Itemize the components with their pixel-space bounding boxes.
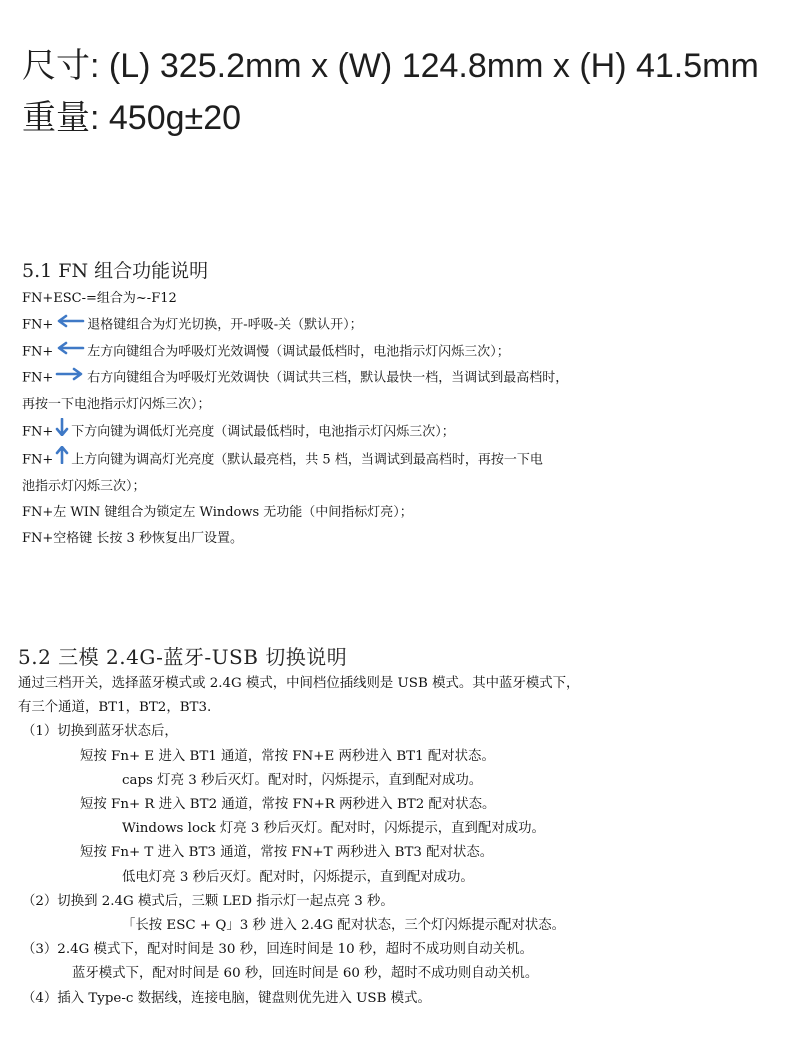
fn-line [22, 339, 782, 366]
weight-spec: 重量: 450g±20 [22, 99, 242, 137]
fn-line [22, 418, 782, 446]
fn-line [22, 446, 782, 474]
mode-line: Windows lock 灯亮 3 秒后灭灯。配对时，闪烁提示，直到配对成功。 [122, 821, 545, 837]
fn-line [22, 526, 782, 552]
fn-lines [22, 286, 782, 552]
fn-line-prefix: 再按一下电池指示灯闪烁三次）； [22, 396, 211, 412]
mode-line: caps 灯亮 3 秒后灭灯。配对时，闪烁提示，直到配对成功。 [122, 772, 483, 788]
fn-line [22, 474, 782, 500]
spec-block [22, 40, 782, 144]
mode-line: 短按 Fn+ R 进入 BT2 通道，常按 FN+R 两秒进入 BT2 配对状态。 [80, 797, 496, 813]
mode-line: 低电灯亮 3 秒后灭灯。配对时，闪烁提示，直到配对成功。 [122, 869, 474, 885]
arrow-up-icon [55, 446, 69, 474]
fn-line [22, 365, 782, 392]
mode-line: 短按 Fn+ E 进入 BT1 通道，常按 FN+E 两秒进入 BT1 配对状态。 [80, 748, 495, 764]
fn-section-title: 5.1 FN 组合功能说明 [22, 260, 209, 282]
fn-line-text: 右方向键组合为呼吸灯光效调快（调试共三档，默认最快一档，当调试到最高档时， [87, 370, 569, 386]
fn-line-prefix: 池指示灯闪烁三次）； [22, 478, 146, 494]
fn-line [22, 392, 782, 418]
fn-line-prefix: FN+ [22, 452, 54, 467]
arrow-right-icon [55, 365, 85, 391]
fn-line-prefix: FN+ [22, 424, 54, 439]
mode-section-title: 5.2 三模 2.4G-蓝牙-USB 切换说明 [18, 645, 348, 669]
mode-line: （2）切换到 2.4G 模式后，三颗 LED 指示灯一起点亮 3 秒。 [22, 893, 394, 909]
fn-line [22, 286, 782, 312]
mode-line: 蓝牙模式下，配对时间是 60 秒，回连时间是 60 秒，超时不成功则自动关机。 [72, 966, 539, 982]
fn-line-text: 下方向键为调低灯光亮度（调试最低档时，电池指示灯闪烁三次）； [71, 424, 455, 439]
size-spec: 尺寸: (L) 325.2mm x (W) 124.8mm x (H) 41.5mm [22, 47, 759, 85]
fn-line-text: 左方向键组合为呼吸灯光效调慢（调试最低档时，电池指示灯闪烁三次）； [87, 344, 510, 359]
mode-line: 短按 Fn+ T 进入 BT3 通道，常按 FN+T 两秒进入 BT3 配对状态。 [80, 845, 494, 861]
fn-line-prefix: FN+ [22, 344, 54, 359]
mode-line: 通过三档开关，选择蓝牙模式或 2.4G 模式，中间档位插线则是 USB 模式。其中蓝牙模式下， [18, 676, 580, 691]
mode-line: （4）插入 Type-c 数据线，连接电脑，键盘则优先进入 USB 模式。 [22, 990, 431, 1006]
fn-section [22, 256, 782, 552]
fn-line [22, 312, 782, 339]
fn-line-text: 上方向键为调高灯光亮度（默认最亮档，共 5 档，当调试到最高档时，再按一下电 [71, 452, 543, 467]
fn-line-prefix: FN+ESC-=组合为~-F12 [22, 291, 177, 306]
fn-line [22, 500, 782, 526]
arrow-left-icon [55, 339, 85, 365]
mode-line: （1）切换到蓝牙状态后， [22, 724, 178, 740]
fn-line-prefix: FN+左 WIN 键组合为锁定左 Windows 无功能（中间指标灯亮）； [22, 504, 413, 520]
mode-line: 有三个通道，BT1，BT2，BT3. [18, 700, 212, 716]
arrow-left-icon [55, 312, 85, 338]
mode-line: 「长按 ESC + Q」3 秒 进入 2.4G 配对状态，三个灯闪烁提示配对状态。 [122, 918, 566, 934]
fn-line-prefix: FN+ [22, 317, 54, 333]
mode-section [18, 642, 788, 1011]
arrow-down-icon [55, 418, 69, 446]
fn-line-prefix: FN+空格键 长按 3 秒恢复出厂设置。 [22, 530, 243, 546]
fn-line-prefix: FN+ [22, 370, 54, 386]
mode-line: （3）2.4G 模式下，配对时间是 30 秒，回连时间是 10 秒，超时不成功则自动关机。 [22, 942, 533, 958]
mode-lines [18, 672, 788, 1011]
fn-line-text: 退格键组合为灯光切换，开-呼吸-关（默认开）； [87, 317, 363, 333]
